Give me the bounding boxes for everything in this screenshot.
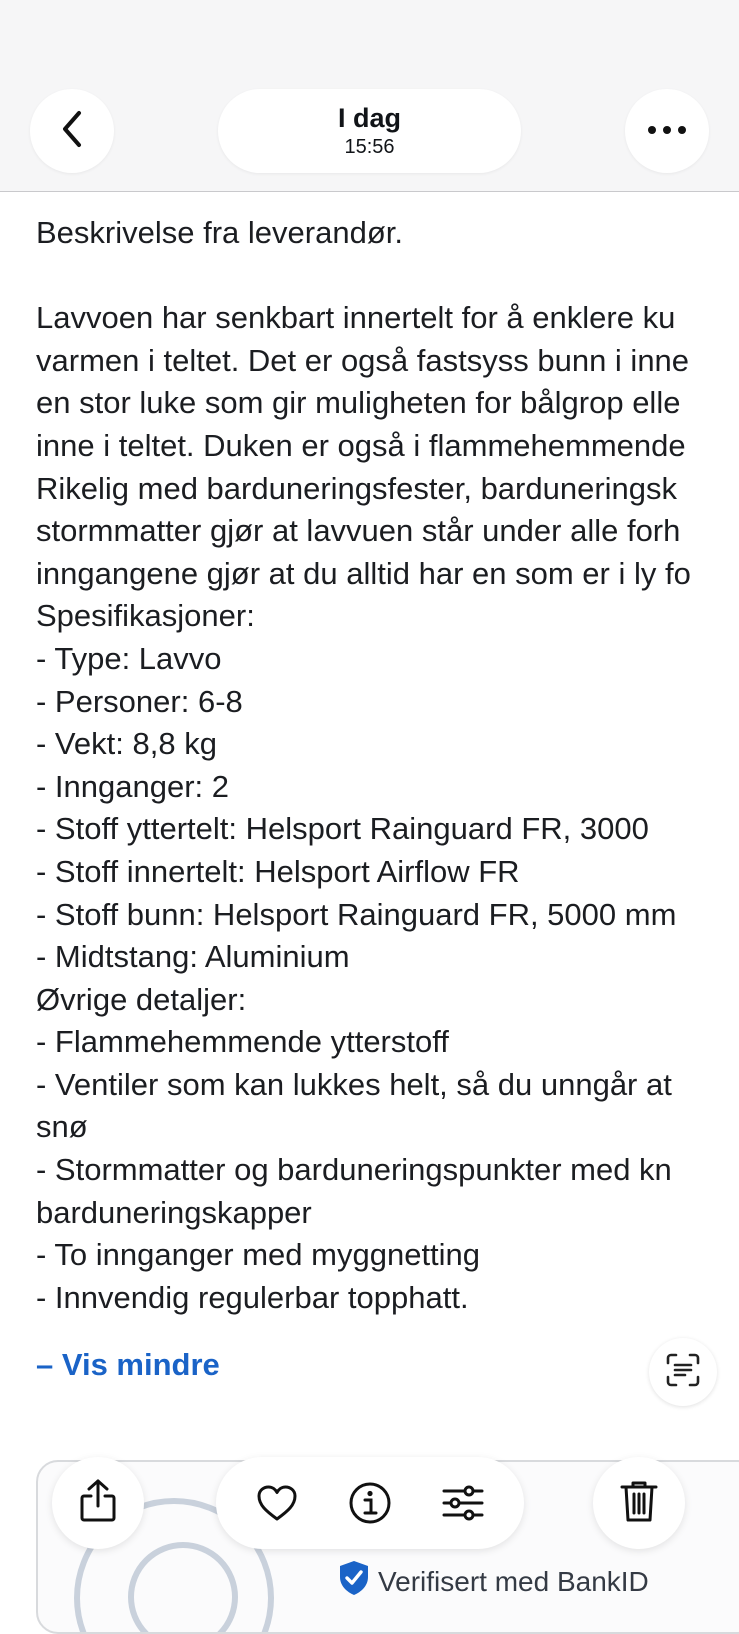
shield-check-icon <box>338 1560 378 1603</box>
details-heading: Øvrige detaljer: <box>36 981 247 1017</box>
description-line: en stor luke som gir muligheten for bålgrop elle <box>36 385 681 421</box>
verified-label: Verifisert med BankID <box>378 1565 649 1597</box>
text-scan-icon <box>665 1352 701 1393</box>
description-text <box>36 212 739 1319</box>
spec-item: - Stoff innertelt: Helsport Airflow FR <box>36 853 520 889</box>
spec-item: - Stoff yttertelt: Helsport Rainguard FR, 3000 <box>36 811 649 847</box>
back-button[interactable] <box>30 89 114 173</box>
trash-icon <box>620 1479 658 1528</box>
delete-button[interactable] <box>593 1457 685 1549</box>
info-icon <box>348 1481 392 1525</box>
specs-heading: Spesifikasjoner: <box>36 598 255 634</box>
adjust-button[interactable] <box>433 1473 493 1533</box>
detail-item: - Stormmatter og barduneringspunkter med kn <box>36 1152 672 1188</box>
date-header <box>218 89 521 173</box>
action-toolbar <box>216 1457 524 1549</box>
description-intro: Beskrivelse fra leverandør. <box>36 215 403 250</box>
spec-item: - Innganger: 2 <box>36 768 230 804</box>
date-time: 15:56 <box>344 136 395 158</box>
spec-item: - Personer: 6-8 <box>36 683 243 719</box>
detail-item: - Ventiler som kan lukkes helt, så du unngår at <box>36 1066 672 1102</box>
heart-icon <box>256 1484 298 1522</box>
favorite-button[interactable] <box>247 1473 307 1533</box>
detail-item: - Innvendig regulerbar topphatt. <box>36 1279 469 1315</box>
live-text-button[interactable] <box>649 1338 717 1406</box>
description-line: stormmatter gjør at lavvuen står under alle forh <box>36 513 681 549</box>
show-less-link[interactable]: – Vis mindre <box>36 1347 220 1382</box>
verified-badge <box>338 1560 649 1603</box>
spec-item: - Stoff bunn: Helsport Rainguard FR, 5000 mm <box>36 896 677 932</box>
share-button[interactable] <box>52 1457 144 1549</box>
detail-item: snø <box>36 1109 88 1145</box>
more-button[interactable] <box>625 89 709 173</box>
description-line: inne i teltet. Duken er også i flammehemmende <box>36 427 686 463</box>
spec-item: - Type: Lavvo <box>36 640 222 676</box>
ellipsis-icon <box>647 122 687 140</box>
spec-item: - Vekt: 8,8 kg <box>36 726 217 762</box>
description-line: varmen i teltet. Det er også fastsyss bunn i inne <box>36 342 690 378</box>
top-bar <box>0 0 739 192</box>
description-line: Lavvoen har senkbart innertelt for å enklere ku <box>36 300 676 336</box>
detail-item: barduneringskapper <box>36 1194 312 1230</box>
detail-item: - Flammehemmende ytterstoff <box>36 1024 449 1060</box>
spec-item: - Midtstang: Aluminium <box>36 939 350 975</box>
chevron-left-icon <box>57 109 87 154</box>
sliders-icon <box>441 1484 485 1522</box>
detail-item: - To innganger med myggnetting <box>36 1237 481 1273</box>
description-line: inngangene gjør at du alltid har en som er i ly fo <box>36 555 691 591</box>
info-button[interactable] <box>340 1473 400 1533</box>
share-icon <box>78 1478 118 1529</box>
description-line: Rikelig med barduneringsfester, barduneringsk <box>36 470 678 506</box>
date-title: I dag <box>337 103 401 133</box>
